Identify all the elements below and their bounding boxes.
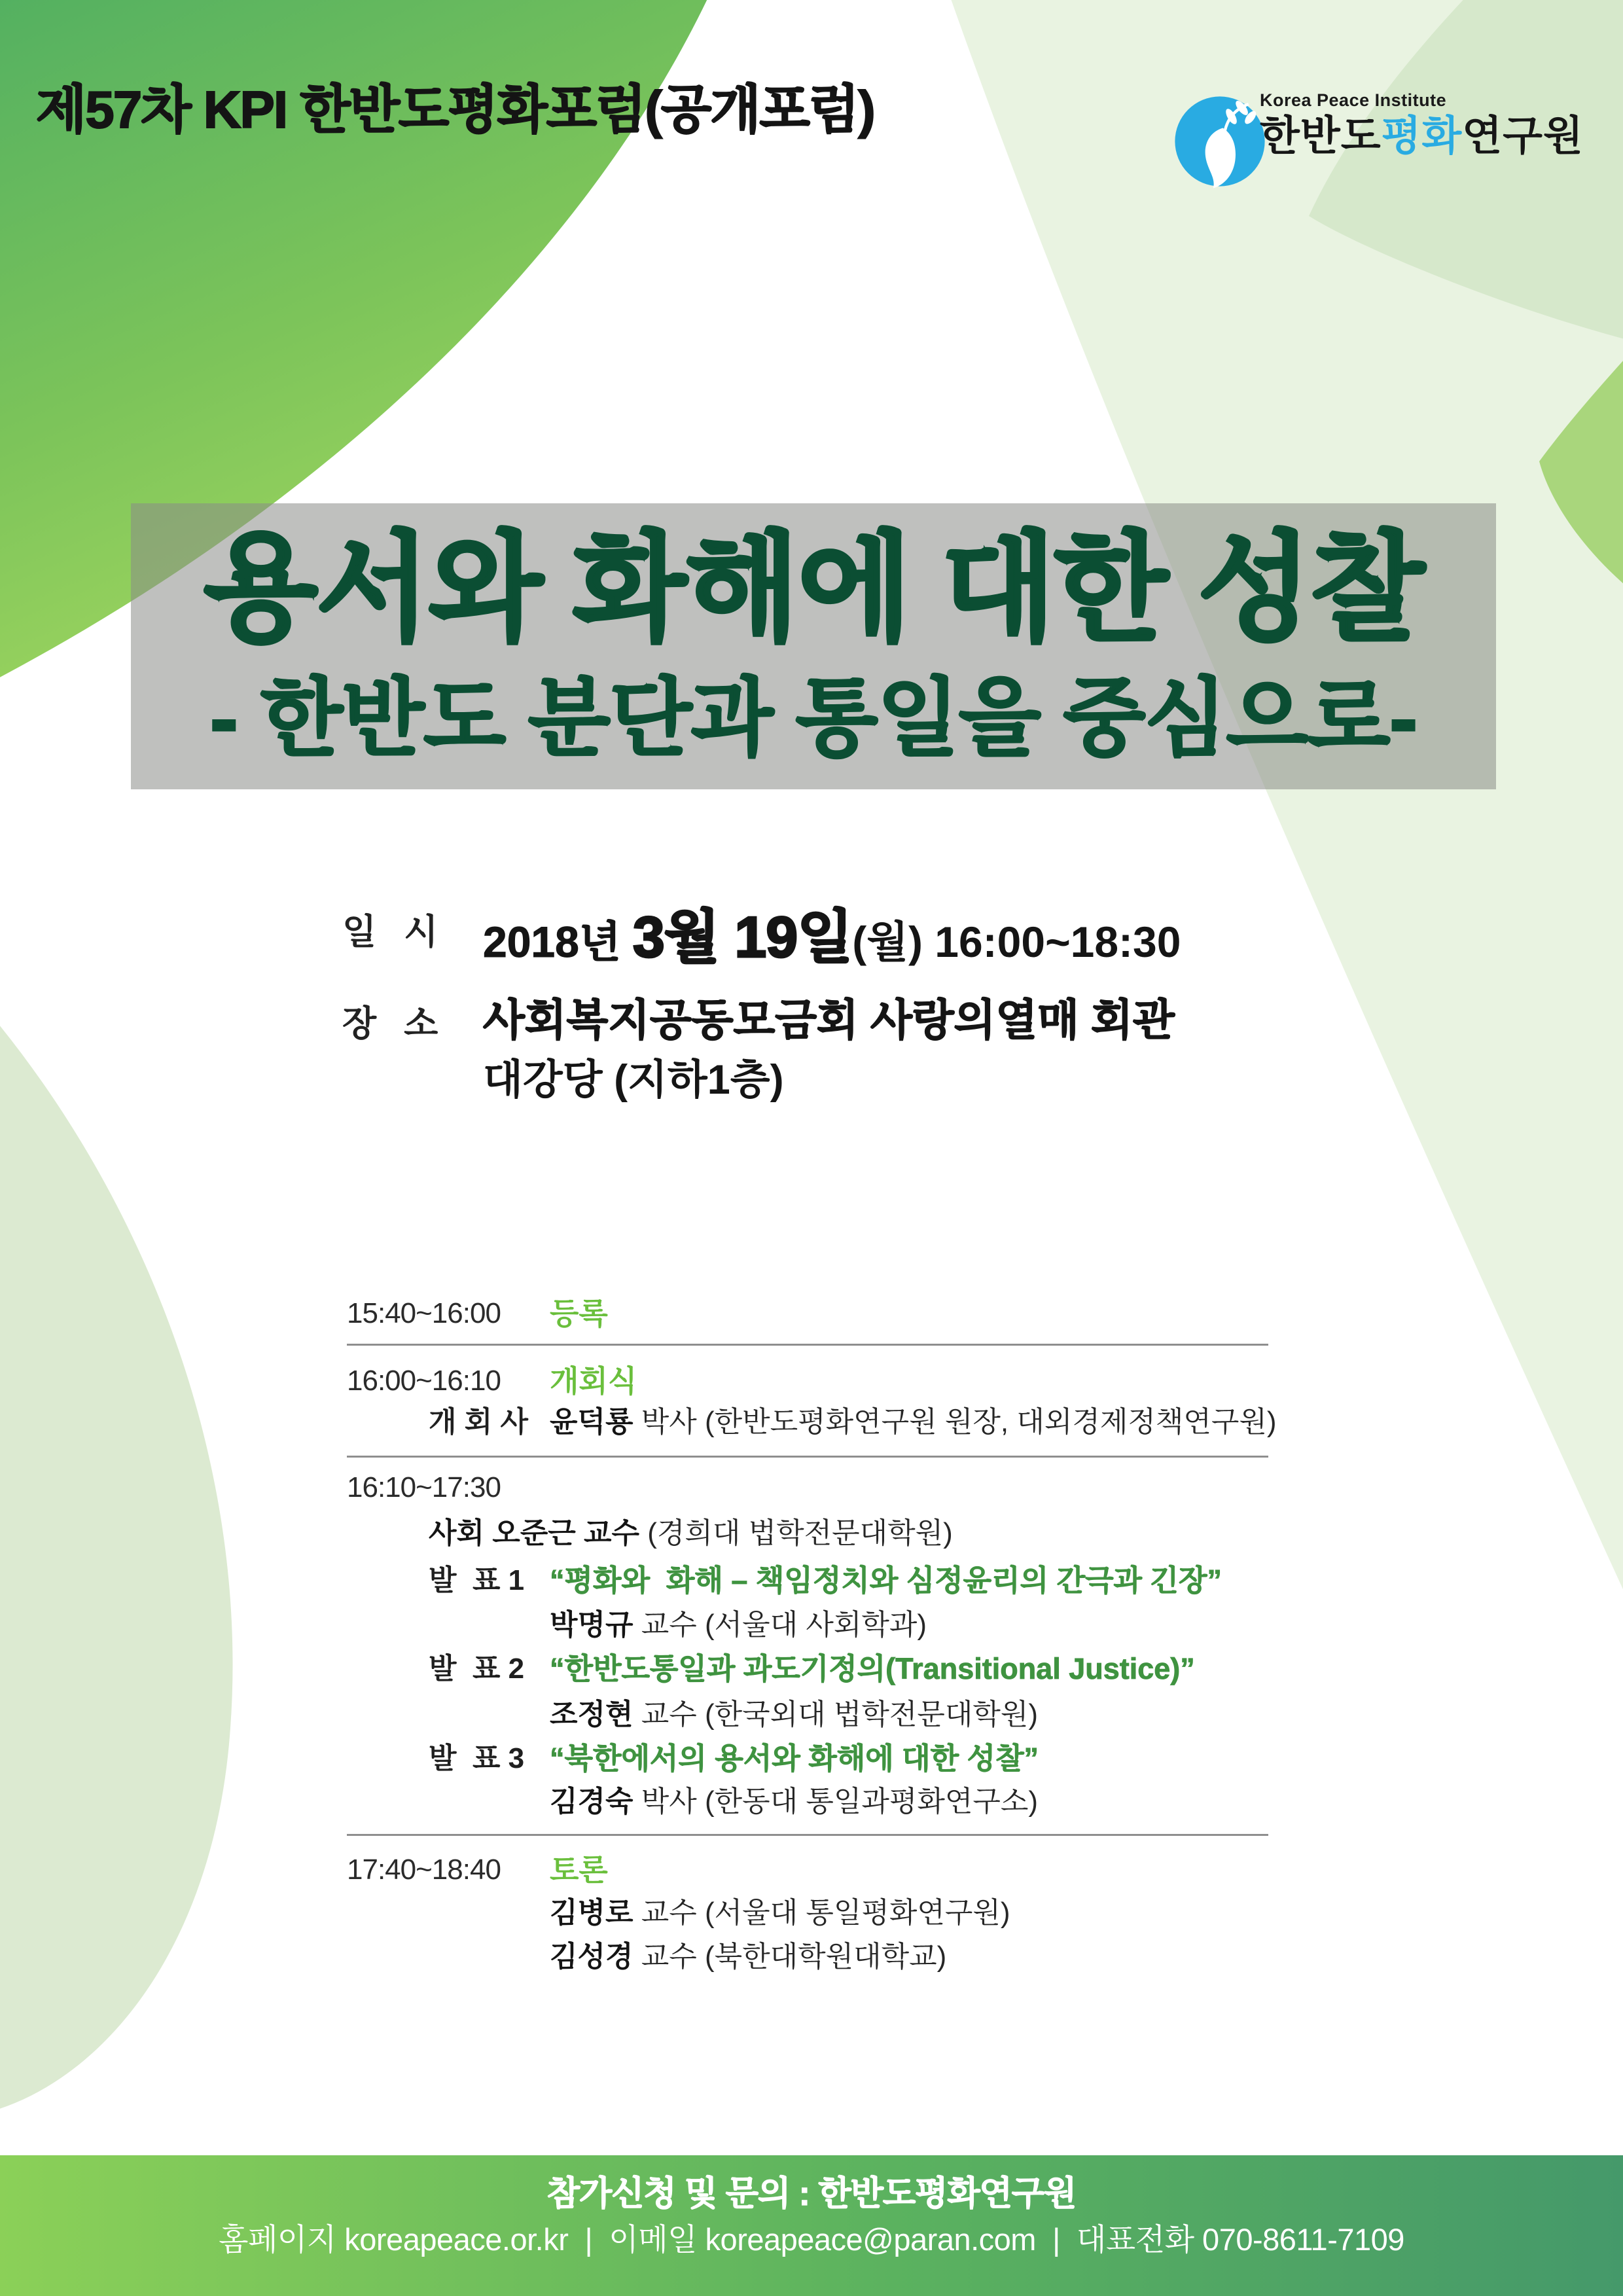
venue-line2: 대강당 (지하1층) [483, 1057, 784, 1103]
kpi-logo [1172, 84, 1591, 195]
schedule-row-speaker2 [347, 1695, 1368, 1734]
date-year: 2018년 [483, 918, 633, 966]
divider [347, 1834, 1268, 1836]
schedule-row-presentation3 [347, 1739, 1368, 1778]
role-label: 발 표 1 [429, 1564, 525, 1596]
role-label: 발 표 3 [429, 1742, 525, 1774]
date-time-range: (월) 16:00~18:30 [852, 918, 1181, 966]
contact-details: 홈페이지 koreapeace.or.kr | 이메일 koreapeace@paran.com | 대표전화 070-8611-7109 [219, 2222, 1404, 2257]
schedule-row-presentation2 [347, 1649, 1368, 1689]
moderator-affiliation: (경희대 법학전문대학원) [639, 1517, 953, 1549]
schedule-row-presentation1 [347, 1561, 1368, 1600]
speaker-name: 윤덕룡 [550, 1406, 633, 1438]
moderator-name: 사회 오준근 교수 [429, 1517, 639, 1549]
role-label: 개 회 사 [429, 1406, 528, 1438]
contact-heading: 참가신청 및 문의 : 한반도평화연구원 [546, 2175, 1077, 2213]
time-range: 16:00~16:10 [347, 1365, 501, 1397]
dove-olive-branch-icon [1172, 94, 1268, 189]
pale-crescent-left [0, 1018, 233, 2111]
schedule-row-discussion [347, 1850, 1368, 1890]
session-label: 등록 [550, 1297, 608, 1331]
divider [347, 1456, 1268, 1458]
logo-english-name: Korea Peace Institute [1260, 90, 1447, 110]
logo-korean-name [1260, 111, 1584, 161]
presentation-title: “한반도통일과 과도기정의(Transitional Justice)” [550, 1652, 1195, 1685]
logo-kr-part3: 연구원 [1462, 113, 1584, 159]
schedule-row-presentations [347, 1468, 1368, 1507]
speaker-affiliation: 박사 (한반도평화연구원 원장, 대외경제정책연구원) [633, 1406, 1277, 1438]
speaker-affiliation: 교수 (한국외대 법학전문대학원) [633, 1698, 1039, 1731]
speaker-name: 박명규 [550, 1609, 633, 1641]
venue-line1: 사회복지공동모금회 사랑의열매 회관 [483, 996, 1175, 1044]
session-label: 토론 [550, 1853, 608, 1887]
speaker-name: 김성경 [550, 1941, 633, 1973]
divider [347, 1344, 1268, 1346]
schedule-row-opening-address [347, 1403, 1368, 1442]
date-value [483, 891, 1181, 974]
logo-text [1260, 89, 1584, 161]
speaker-line [550, 1605, 1368, 1645]
speaker-line [550, 1403, 1368, 1442]
speaker-line [550, 1937, 1368, 1977]
speaker-line [550, 1695, 1368, 1734]
schedule-row-registration [347, 1294, 1368, 1333]
date-label: 일 시 [342, 912, 441, 952]
schedule-row-discussant1 [347, 1893, 1368, 1933]
moderator-line [429, 1514, 1368, 1553]
main-title: 용서와 화해에 대한 성찰 [204, 523, 1423, 655]
schedule-row-moderator [347, 1514, 1368, 1553]
speaker-affiliation: 교수 (북한대학원대학교) [633, 1941, 947, 1973]
time-range: 17:40~18:40 [347, 1854, 501, 1886]
footer-band [0, 2155, 1623, 2296]
presentation-title: “북한에서의 용서와 화해에 대한 성찰” [550, 1742, 1039, 1775]
schedule-row-discussant2 [347, 1937, 1368, 1977]
venue-label: 장 소 [342, 1004, 441, 1043]
speaker-affiliation: 교수 (서울대 통일평화연구원) [633, 1897, 1010, 1929]
subtitle: - 한반도 분단과 통일을 중심으로- [209, 670, 1418, 766]
time-range: 15:40~16:00 [347, 1297, 501, 1329]
schedule-row-opening [347, 1361, 1368, 1401]
logo-kr-part1: 한반도 [1260, 113, 1382, 159]
speaker-affiliation: 교수 (서울대 사회학과) [633, 1609, 927, 1641]
title-banner [131, 503, 1496, 789]
time-range: 16:10~17:30 [347, 1471, 501, 1503]
session-label: 개회식 [550, 1364, 637, 1398]
forum-series-title: 제57차 KPI 한반도평화포럼(공개포럼) [36, 81, 874, 139]
speaker-name: 조정현 [550, 1698, 633, 1731]
schedule-row-speaker3 [347, 1782, 1368, 1821]
speaker-line [550, 1893, 1368, 1933]
schedule-row-speaker1 [347, 1605, 1368, 1645]
speaker-line [550, 1782, 1368, 1821]
speaker-affiliation: 박사 (한동대 통일과평화연구소) [633, 1785, 1039, 1818]
speaker-name: 김경숙 [550, 1785, 633, 1818]
speaker-name: 김병로 [550, 1897, 633, 1929]
presentation-title: “평화와 화해 – 책임정치와 심정윤리의 간극과 긴장” [550, 1564, 1222, 1597]
role-label: 발 표 2 [429, 1653, 525, 1685]
logo-kr-part2: 평화 [1381, 113, 1463, 159]
date-day: 3월 19일 [632, 905, 853, 969]
